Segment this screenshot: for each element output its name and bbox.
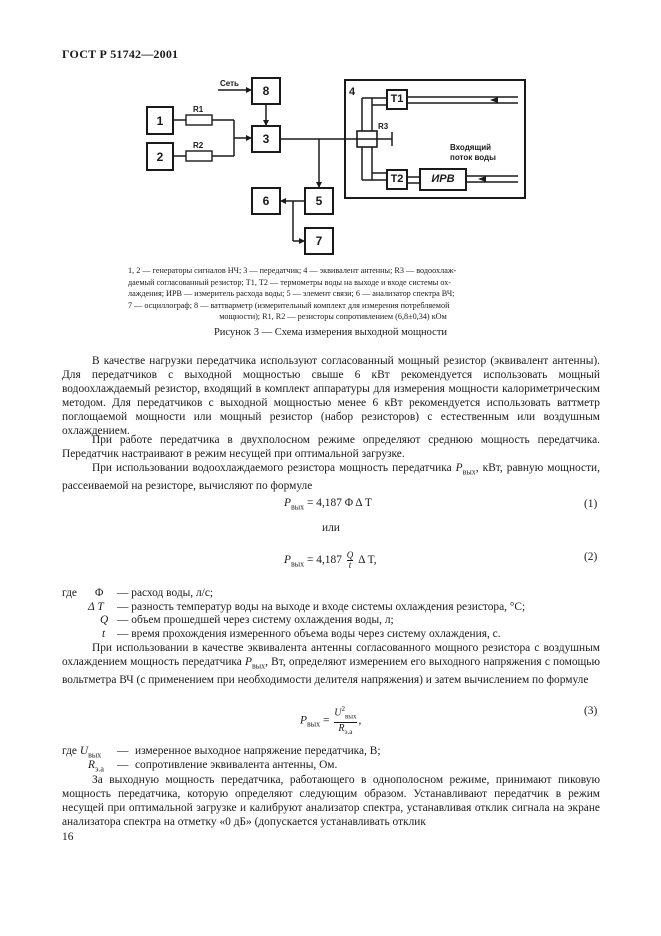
network-label: Сеть [220, 79, 239, 88]
legend-line: мощности); R1, R2 — резисторы сопротивлением (6,8±0,34) кОм [219, 312, 447, 321]
document-header: ГОСТ Р 51742—2001 [62, 47, 179, 61]
paragraph-two-band: При работе передатчика в двухполосном режиме определяют среднюю мощность передатчика. Передатчик настраивают в режим несущей при оптимальной загрузке. [62, 434, 600, 460]
inflow-label-2: поток воды [450, 153, 496, 162]
r3-label: R3 [378, 122, 389, 131]
paragraph-load: В качестве нагрузки передатчика используют согласованный мощный резистор (эквивалент антенны). Для передатчиков с выходной мощностью свыше 6 кВт рекомендуется использовать мощный водоохлаждаемый резистор, входящий в комплект аппаратуры для измерения мощности калориметрическим методом. Для передатчиков с выходной мощностью менее 6 кВт рекомендуется использовать ваттметр поглощаемой мощности или мощный резистор (набор резисторов) с естественным или воздушным охлаждением. [62, 355, 600, 437]
measurement-diagram [0, 0, 661, 265]
legend-line: лаждения; ИРВ — измеритель расхода воды; 5 — элемент связи; 6 — анализатор спектра ВЧ; [128, 289, 455, 298]
block-4-label: 4 [348, 86, 356, 98]
page-number: 16 [62, 831, 74, 843]
irv-label: ИРВ [431, 173, 455, 185]
equation-number-1: (1) [584, 498, 598, 510]
legend-line: даемый согласованный резистор; T1, T2 — термометры воды на выходе и входе системы ох- [128, 277, 452, 287]
or-word: или [322, 522, 340, 534]
t1-label: T1 [390, 93, 404, 105]
paragraph-water-resistor: При использовании водоохлаждаемого резистора мощность передатчика $P_{вых}$, кВт, равную мощности, рассеиваемой на резисторе, вычисляют по формуле [62, 462, 600, 493]
figure-title: Рисунок 3 — Схема измерения выходной мощности [213, 327, 448, 338]
formula-2: $P_{вых} = 4,187$ $\frac{Q}{t}$ Δ T, [284, 550, 377, 570]
equation-number-3: (3) [584, 705, 598, 717]
block-3-label: 3 [262, 132, 270, 146]
r1-label: R1 [193, 105, 204, 114]
block-1-label: 1 [156, 114, 164, 128]
equation-number-2: (2) [584, 551, 598, 563]
resistor-r1 [186, 115, 212, 125]
r2-label: R2 [193, 141, 204, 150]
legend-line: 1, 2 — генераторы сигналов НЧ; 3 — передатчик; 4 — эквивалент антенны; R3 — водоохлаж- [128, 266, 457, 275]
figure-legend [128, 265, 538, 323]
block-2-label: 2 [156, 150, 164, 164]
t2-label: T2 [390, 173, 404, 185]
inflow-label-1: Входящий [450, 143, 492, 152]
resistor-r2 [186, 151, 212, 161]
paragraph-single-band: За выходную мощность передатчика, работающего в однополосном режиме, принимают пиковую мощность передатчика, которую определяют следующим образом. Устанавливают передатчик в режим несущей при оптимальной загрузке и калибруют анализатор спектра, устанавливая отклик сигнала на экране анализатора спектра на отметку «0 дБ» (допускается устанавливать отклик [62, 774, 600, 828]
block-7-label: 7 [315, 234, 323, 248]
formula-1: $P_{вых} = 4,187$ Φ Δ T [284, 497, 372, 512]
formula-3: $P_{вых}$ = $U^2_{вых}$ $R_{э.а}$ , [300, 705, 362, 737]
block-8-label: 8 [262, 84, 270, 98]
block-5-label: 5 [315, 194, 323, 208]
block-6-label: 6 [262, 194, 270, 208]
paragraph-air-resistor: При использовании в качестве эквивалента антенны согласованного мощного резистора с воздушным охлаждением мощность передатчика $P_{вых}$, Вт, определяют измерением его выходного напряжения с помощью вольтметра ВЧ (с применением при необходимости делителя напряжения) и затем вычислением по формуле [62, 642, 600, 687]
legend-line: 7 — осциллограф; 8 — ваттварметр (измерительный комплект для измерения потребляемой [128, 300, 450, 310]
